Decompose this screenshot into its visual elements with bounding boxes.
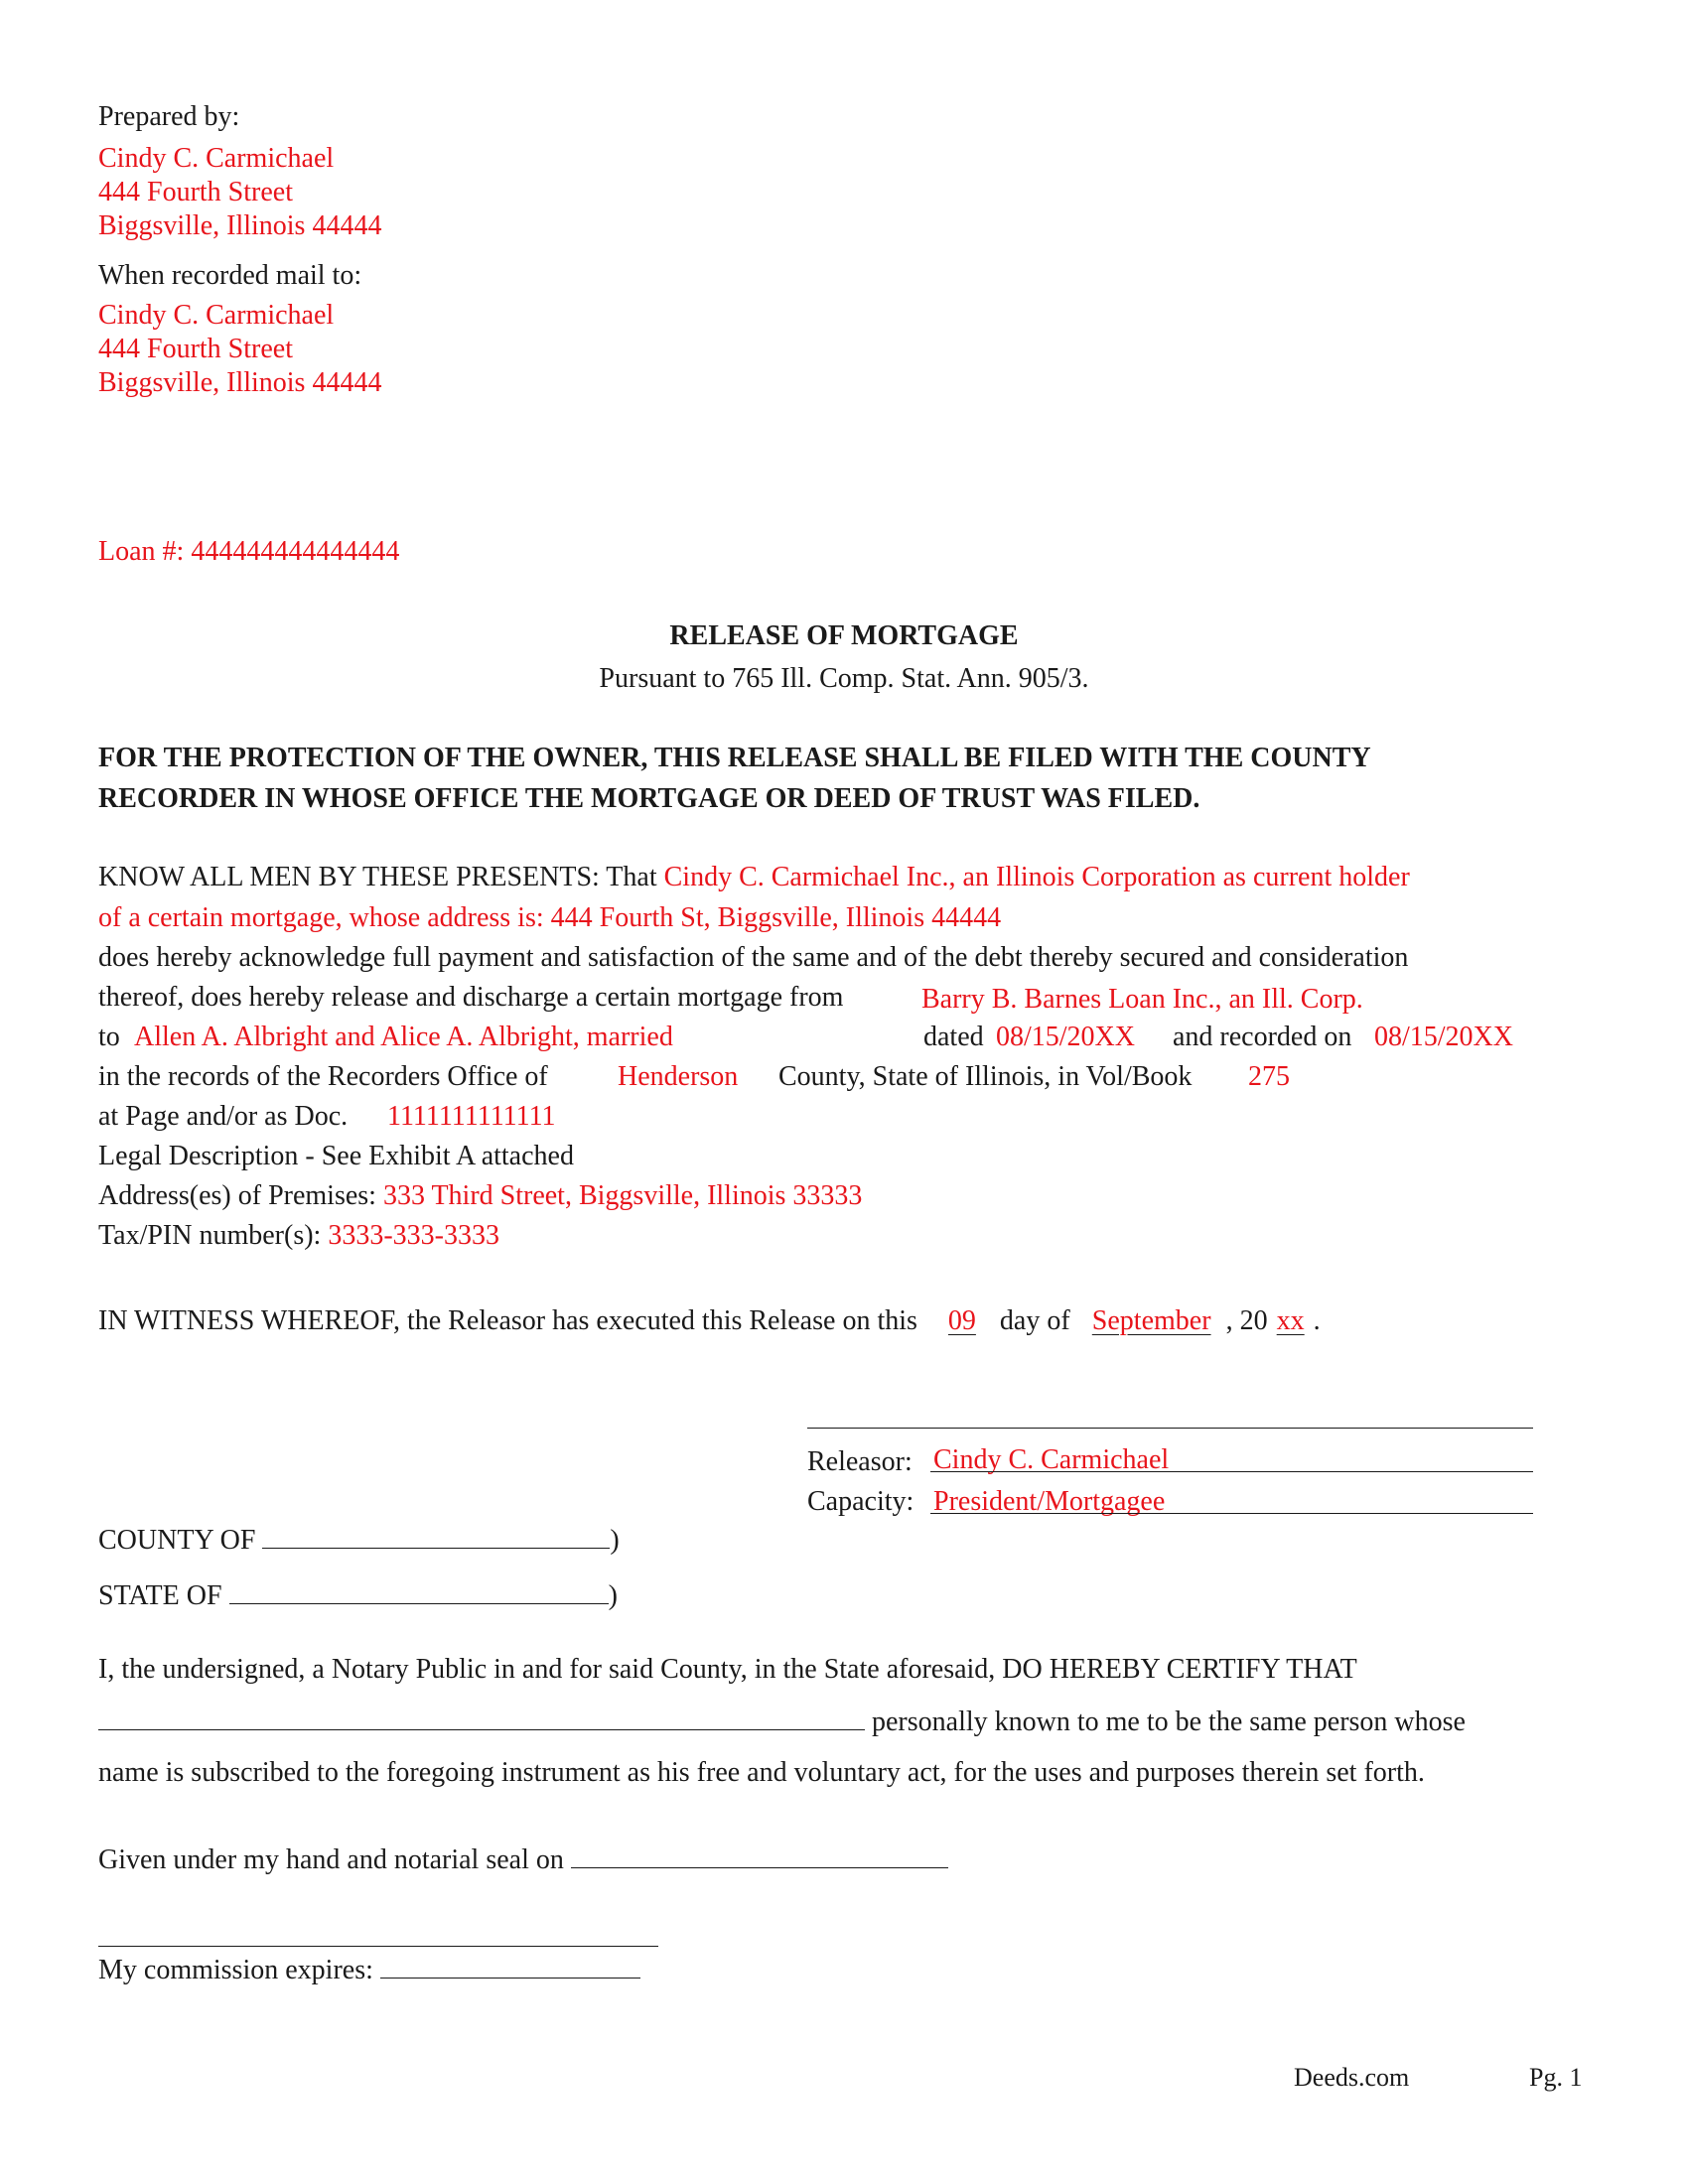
recorded-value: 08/15/20XX [1374, 1022, 1513, 1052]
premises-label: Address(es) of Premises: [98, 1180, 376, 1211]
mail-to-city: Biggsville, Illinois 44444 [98, 367, 382, 398]
given-line [98, 1840, 948, 1880]
footer-site: Deeds.com [1294, 2063, 1410, 2092]
releasor-value: Cindy C. Carmichael [933, 1444, 1170, 1475]
witness-year-prefix: , 20 [1225, 1305, 1268, 1336]
premises-value: 333 Third Street, Biggsville, Illinois 33333 [382, 1180, 863, 1211]
notary-person-blank[interactable] [98, 1702, 865, 1730]
witness-month: September [1091, 1305, 1211, 1336]
witness-day: 09 [947, 1305, 976, 1336]
recorded-label: and recorded on [1173, 1022, 1352, 1052]
county-paren: ) [610, 1525, 620, 1556]
body-intro-line [98, 858, 1410, 897]
county-value: Henderson [618, 1061, 739, 1092]
document-subtitle: Pursuant to 765 Ill. Comp. Stat. Ann. 905/3. [599, 663, 1089, 694]
mortgagee-from: Barry B. Barnes Loan Inc., an Ill. Corp. [921, 984, 1363, 1015]
county-state-label: County, State of Illinois, in Vol/Book [778, 1061, 1193, 1092]
doc-value: 1111111111111 [387, 1101, 556, 1132]
intro-text: KNOW ALL MEN BY THESE PRESENTS: That [98, 862, 657, 892]
records-label: in the records of the Recorders Office of [98, 1061, 548, 1092]
preparer-street: 444 Fourth Street [98, 177, 293, 207]
known-text: personally known to me to be the same person whose [872, 1706, 1466, 1737]
capacity-value: President/Mortgagee [933, 1486, 1166, 1517]
loan-number-line [98, 532, 399, 572]
known-line [98, 1702, 1466, 1742]
state-of-label: STATE OF [98, 1580, 222, 1611]
legal-description: Legal Description - See Exhibit A attached [98, 1141, 574, 1171]
given-label: Given under my hand and notarial seal on [98, 1844, 564, 1875]
to-label: to [98, 1022, 120, 1052]
capacity-label: Capacity: [807, 1486, 914, 1517]
certify-line: I, the undersigned, a Notary Public in and for said County, in the State aforesaid, DO HEREBY CERTIFY THAT [98, 1654, 1357, 1685]
notary-signature-line[interactable] [98, 1946, 658, 1947]
loan-label: Loan #: [98, 536, 185, 567]
holder-name: Cindy C. Carmichael Inc., an Illinois Corporation as current holder [663, 862, 1410, 892]
holder-address: of a certain mortgage, whose address is: 444 Fourth St, Biggsville, Illinois 44444 [98, 902, 1002, 933]
witness-day-label: day of [999, 1305, 1070, 1336]
county-of-blank[interactable] [262, 1520, 610, 1549]
county-of-label: COUNTY OF [98, 1525, 256, 1556]
acknowledge-line: does hereby acknowledge full payment and satisfaction of the same and of the debt thereby secured and consideration [98, 942, 1409, 973]
mail-to-street: 444 Fourth Street [98, 334, 293, 364]
releasor-signature-line[interactable] [807, 1428, 1533, 1429]
notice-line-2: RECORDER IN WHOSE OFFICE THE MORTGAGE OR DEED OF TRUST WAS FILED. [98, 783, 1200, 814]
state-paren: ) [608, 1580, 618, 1611]
releasor-name-underline [930, 1471, 1533, 1472]
given-date-blank[interactable] [571, 1840, 948, 1868]
witness-line [98, 1301, 1321, 1341]
preparer-name: Cindy C. Carmichael [98, 143, 335, 174]
footer-page: Pg. 1 [1529, 2063, 1583, 2092]
capacity-underline [930, 1513, 1533, 1514]
mail-to-label: When recorded mail to: [98, 260, 362, 291]
pin-line [98, 1216, 499, 1256]
page-doc-label: at Page and/or as Doc. [98, 1101, 349, 1132]
commission-line [98, 1950, 640, 1990]
prepared-by-label: Prepared by: [98, 101, 240, 132]
premises-line [98, 1176, 862, 1216]
book-value: 275 [1248, 1061, 1290, 1092]
document-title: RELEASE OF MORTGAGE [669, 620, 1019, 651]
notice-line-1: FOR THE PROTECTION OF THE OWNER, THIS RELEASE SHALL BE FILED WITH THE COUNTY [98, 743, 1371, 773]
mail-to-name: Cindy C. Carmichael [98, 300, 335, 331]
witness-year: xx [1276, 1305, 1305, 1336]
commission-label: My commission expires: [98, 1955, 373, 1985]
loan-number: 444444444444444 [191, 536, 400, 567]
dated-label: dated [923, 1022, 984, 1052]
pin-label: Tax/PIN number(s): [98, 1220, 322, 1251]
mortgagor-to: Allen A. Albright and Alice A. Albright, married [134, 1022, 673, 1052]
preparer-city: Biggsville, Illinois 44444 [98, 210, 382, 241]
county-of-line [98, 1520, 620, 1561]
subscribed-line: name is subscribed to the foregoing instrument as his free and voluntary act, for the uses and purposes therein set forth. [98, 1757, 1425, 1788]
release-line: thereof, does hereby release and discharge a certain mortgage from [98, 982, 844, 1013]
dated-value: 08/15/20XX [996, 1022, 1135, 1052]
state-of-blank[interactable] [229, 1575, 609, 1604]
pin-value: 3333-333-3333 [328, 1220, 499, 1251]
witness-prefix: IN WITNESS WHEREOF, the Releasor has executed this Release on this [98, 1305, 917, 1336]
commission-blank[interactable] [380, 1950, 640, 1979]
releasor-label: Releasor: [807, 1446, 913, 1477]
state-of-line [98, 1575, 618, 1616]
witness-period: . [1313, 1305, 1321, 1336]
